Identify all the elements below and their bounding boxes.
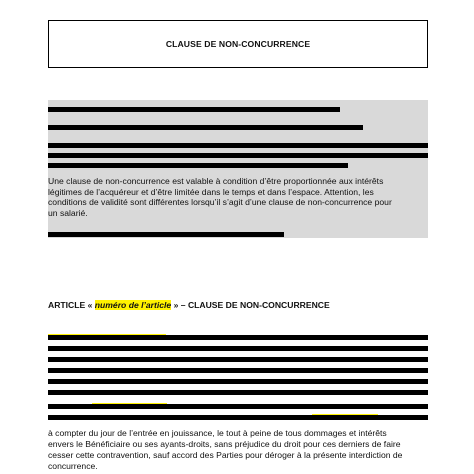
title-box bbox=[48, 20, 428, 68]
note-paragraph bbox=[48, 176, 428, 218]
note-line: conditions de validité sont différentes lorsqu’il s’agit d’une clause de non-concurrence pour bbox=[48, 197, 392, 207]
redacted-line bbox=[48, 390, 428, 395]
article-number-placeholder: numéro de l’article bbox=[94, 300, 172, 310]
heading-suffix: » – CLAUSE DE NON-CONCURRENCE bbox=[171, 300, 330, 310]
body-line: concurrence. bbox=[48, 461, 98, 471]
redacted-line bbox=[48, 125, 363, 130]
redacted-line bbox=[48, 335, 428, 340]
redacted-line bbox=[48, 404, 428, 409]
article-heading bbox=[48, 300, 330, 310]
redacted-line bbox=[48, 232, 284, 237]
redacted-line bbox=[48, 415, 428, 420]
note-line: un salarié. bbox=[48, 207, 88, 218]
body-line: à compter du jour de l’entrée en jouissance, le tout à peine de tous dommages et intérêts bbox=[48, 428, 387, 438]
body-line: cesser cette contravention, sauf accord des Parties pour déroger à la présente interdiction de bbox=[48, 450, 403, 460]
body-line: envers le Bénéficiaire ou ses ayants-droits, sans préjudice du droit pour ces derniers de faire bbox=[48, 439, 401, 449]
redacted-line bbox=[48, 107, 340, 112]
redacted-line bbox=[48, 357, 428, 362]
redacted-line bbox=[48, 379, 428, 384]
redacted-line bbox=[48, 163, 348, 168]
note-line: légitimes de l’acquéreur et d’être limitée dans le temps et dans l’espace. Attention, les bbox=[48, 186, 374, 197]
note-line: Une clause de non-concurrence est valable à condition d’être proportionnée aux intérêts bbox=[48, 176, 384, 186]
redacted-line bbox=[48, 153, 428, 158]
redacted-line bbox=[48, 368, 428, 373]
redacted-line bbox=[48, 346, 428, 351]
document-title: CLAUSE DE NON-CONCURRENCE bbox=[165, 39, 311, 49]
redacted-line bbox=[48, 143, 428, 148]
heading-prefix: ARTICLE « bbox=[48, 300, 95, 310]
